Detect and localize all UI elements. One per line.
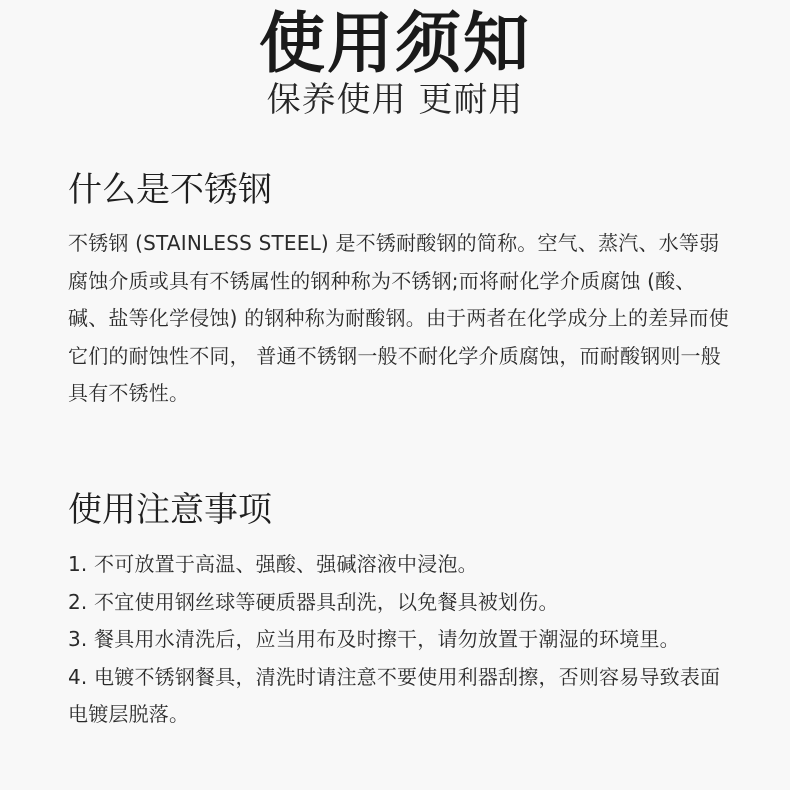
usage-note-item: 3. 餐具用水清洗后，应当用布及时擦干，请勿放置于潮湿的环境里。	[68, 627, 680, 651]
usage-note-item: 2. 不宜使用钢丝球等硬质器具刮洗，以免餐具被划伤。	[68, 589, 559, 614]
usage-note-item: 1. 不可放置于高温、强酸、强碱溶液中浸泡。	[68, 552, 478, 576]
usage-note-item: 4. 电镀不锈钢餐具，清洗时请注意不要使用利器刮擦，否则容易导致表面电镀层脱落。	[68, 664, 721, 726]
section-heading-what-is-stainless-steel: 什么是不锈钢	[68, 170, 272, 210]
stainless-steel-description: 不锈钢 (STAINLESS STEEL) 是不锈耐酸钢的简称。空气、蒸汽、水等弱腐蚀介质或具有不锈属性的钢种称为不锈钢;而将耐化学介质腐蚀 (酸、碱、盐等化学侵蚀) 的钢种称为耐酸钢。由于两者在化学成分上的差异而使它们的耐蚀性不同， 普通不锈钢一般不耐化学介质腐蚀，而耐酸钢则一般具有不锈性。	[68, 231, 729, 405]
page-subtitle: 保养使用 更耐用	[266, 80, 524, 120]
usage-notes-list	[68, 546, 733, 734]
page-title: 使用须知	[259, 5, 531, 82]
section-heading-usage-notes: 使用注意事项	[68, 490, 272, 530]
